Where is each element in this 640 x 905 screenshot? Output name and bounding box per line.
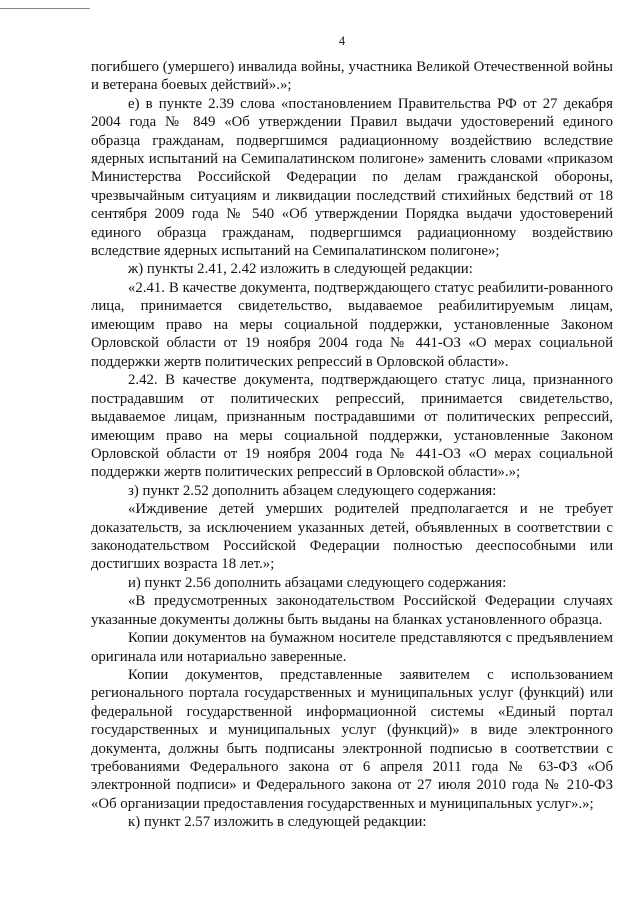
page-number: 4 <box>338 34 346 48</box>
paragraph: Копии документов на бумажном носителе представляются с предъявлением оригинала или нотариально заверенные. <box>91 630 613 665</box>
paragraph: «2.41. В качестве документа, подтверждающего статус реабилити-рованного лица, принимается свидетельство, выдаваемое реабилитируемым лицам, имеющим право на меры социальной поддержки, установленные Законом Орловской области от 19 ноября 2004 года № 441-ОЗ «О мерах социальной поддержки жертв политических репрессий в Орловской области». <box>91 279 613 370</box>
paragraph: к) пункт 2.57 изложить в следующей редакции: <box>128 814 427 831</box>
document-body <box>91 58 613 832</box>
paragraph: «В предусмотренных законодательством Российской Федерации случаях указанные документы должны быть выданы на бланках установленного образца. <box>91 593 613 628</box>
paragraph: з) пункт 2.52 дополнить абзацем следующего содержания: <box>128 482 497 499</box>
paragraph: ж) пункты 2.41, 2.42 изложить в следующей редакции: <box>128 261 473 278</box>
paragraph: 2.42. В качестве документа, подтверждающего статус лица, признанного пострадавшим от политических репрессий, принимается свидетельство, выдаваемое лицам, признанным пострадавшими от политических репрессий, имеющим право на меры социальной поддержки, установленные Законом Орловской области от 19 ноября 2004 года № 441-ОЗ «О мерах социальной поддержки жертв политических репрессий в Орловской области».»; <box>91 372 613 481</box>
paragraph: Копии документов, представленные заявителем с использованием регионального портала государственных и муниципальных услуг (функций) или федеральной государственной информационной системы «Единый портал государственных и муниципальных услуг (функций)» в виде электронного документа, должны быть подписаны электронной подписью в соответствии с требованиями Федерального закона от 6 апреля 2011 года № 63-ФЗ «Об электронной подписи» и Федерального закона от 27 июля 2010 года № 210-ФЗ «Об организации предоставления государственных и муниципальных услуг».»; <box>91 666 613 812</box>
header-rule <box>0 8 90 9</box>
paragraph: «Иждивение детей умерших родителей предполагается и не требует доказательств, за исключением указанных детей, объявленных в соответствии с законодательством Российской Федерации полностью дееспособными или достигших возраста 18 лет.»; <box>91 501 613 573</box>
paragraph: погибшего (умершего) инвалида войны, участника Великой Отечественной войны и ветерана боевых действий».»; <box>91 59 613 94</box>
paragraph: е) в пункте 2.39 слова «постановлением Правительства РФ от 27 декабря 2004 года № 849 «Об утверждении Правил выдачи удостоверений единого образца гражданам, подвергшимся радиационному воздействию вследствие ядерных испытаний на Семипалатинском полигоне» заменить словами «приказом Министерства Российской Федерации по делам гражданской обороны, чрезвычайным ситуациям и ликвидации последствий стихийных бедствий от 18 сентября 2009 года № 540 «Об утверждении Порядка выдачи удостоверений единого образца гражданам, подвергшимся радиационному воздействию вследствие ядерных испытаний на Семипалатинском полигоне»; <box>91 95 613 260</box>
paragraph: и) пункт 2.56 дополнить абзацами следующего содержания: <box>128 574 507 591</box>
